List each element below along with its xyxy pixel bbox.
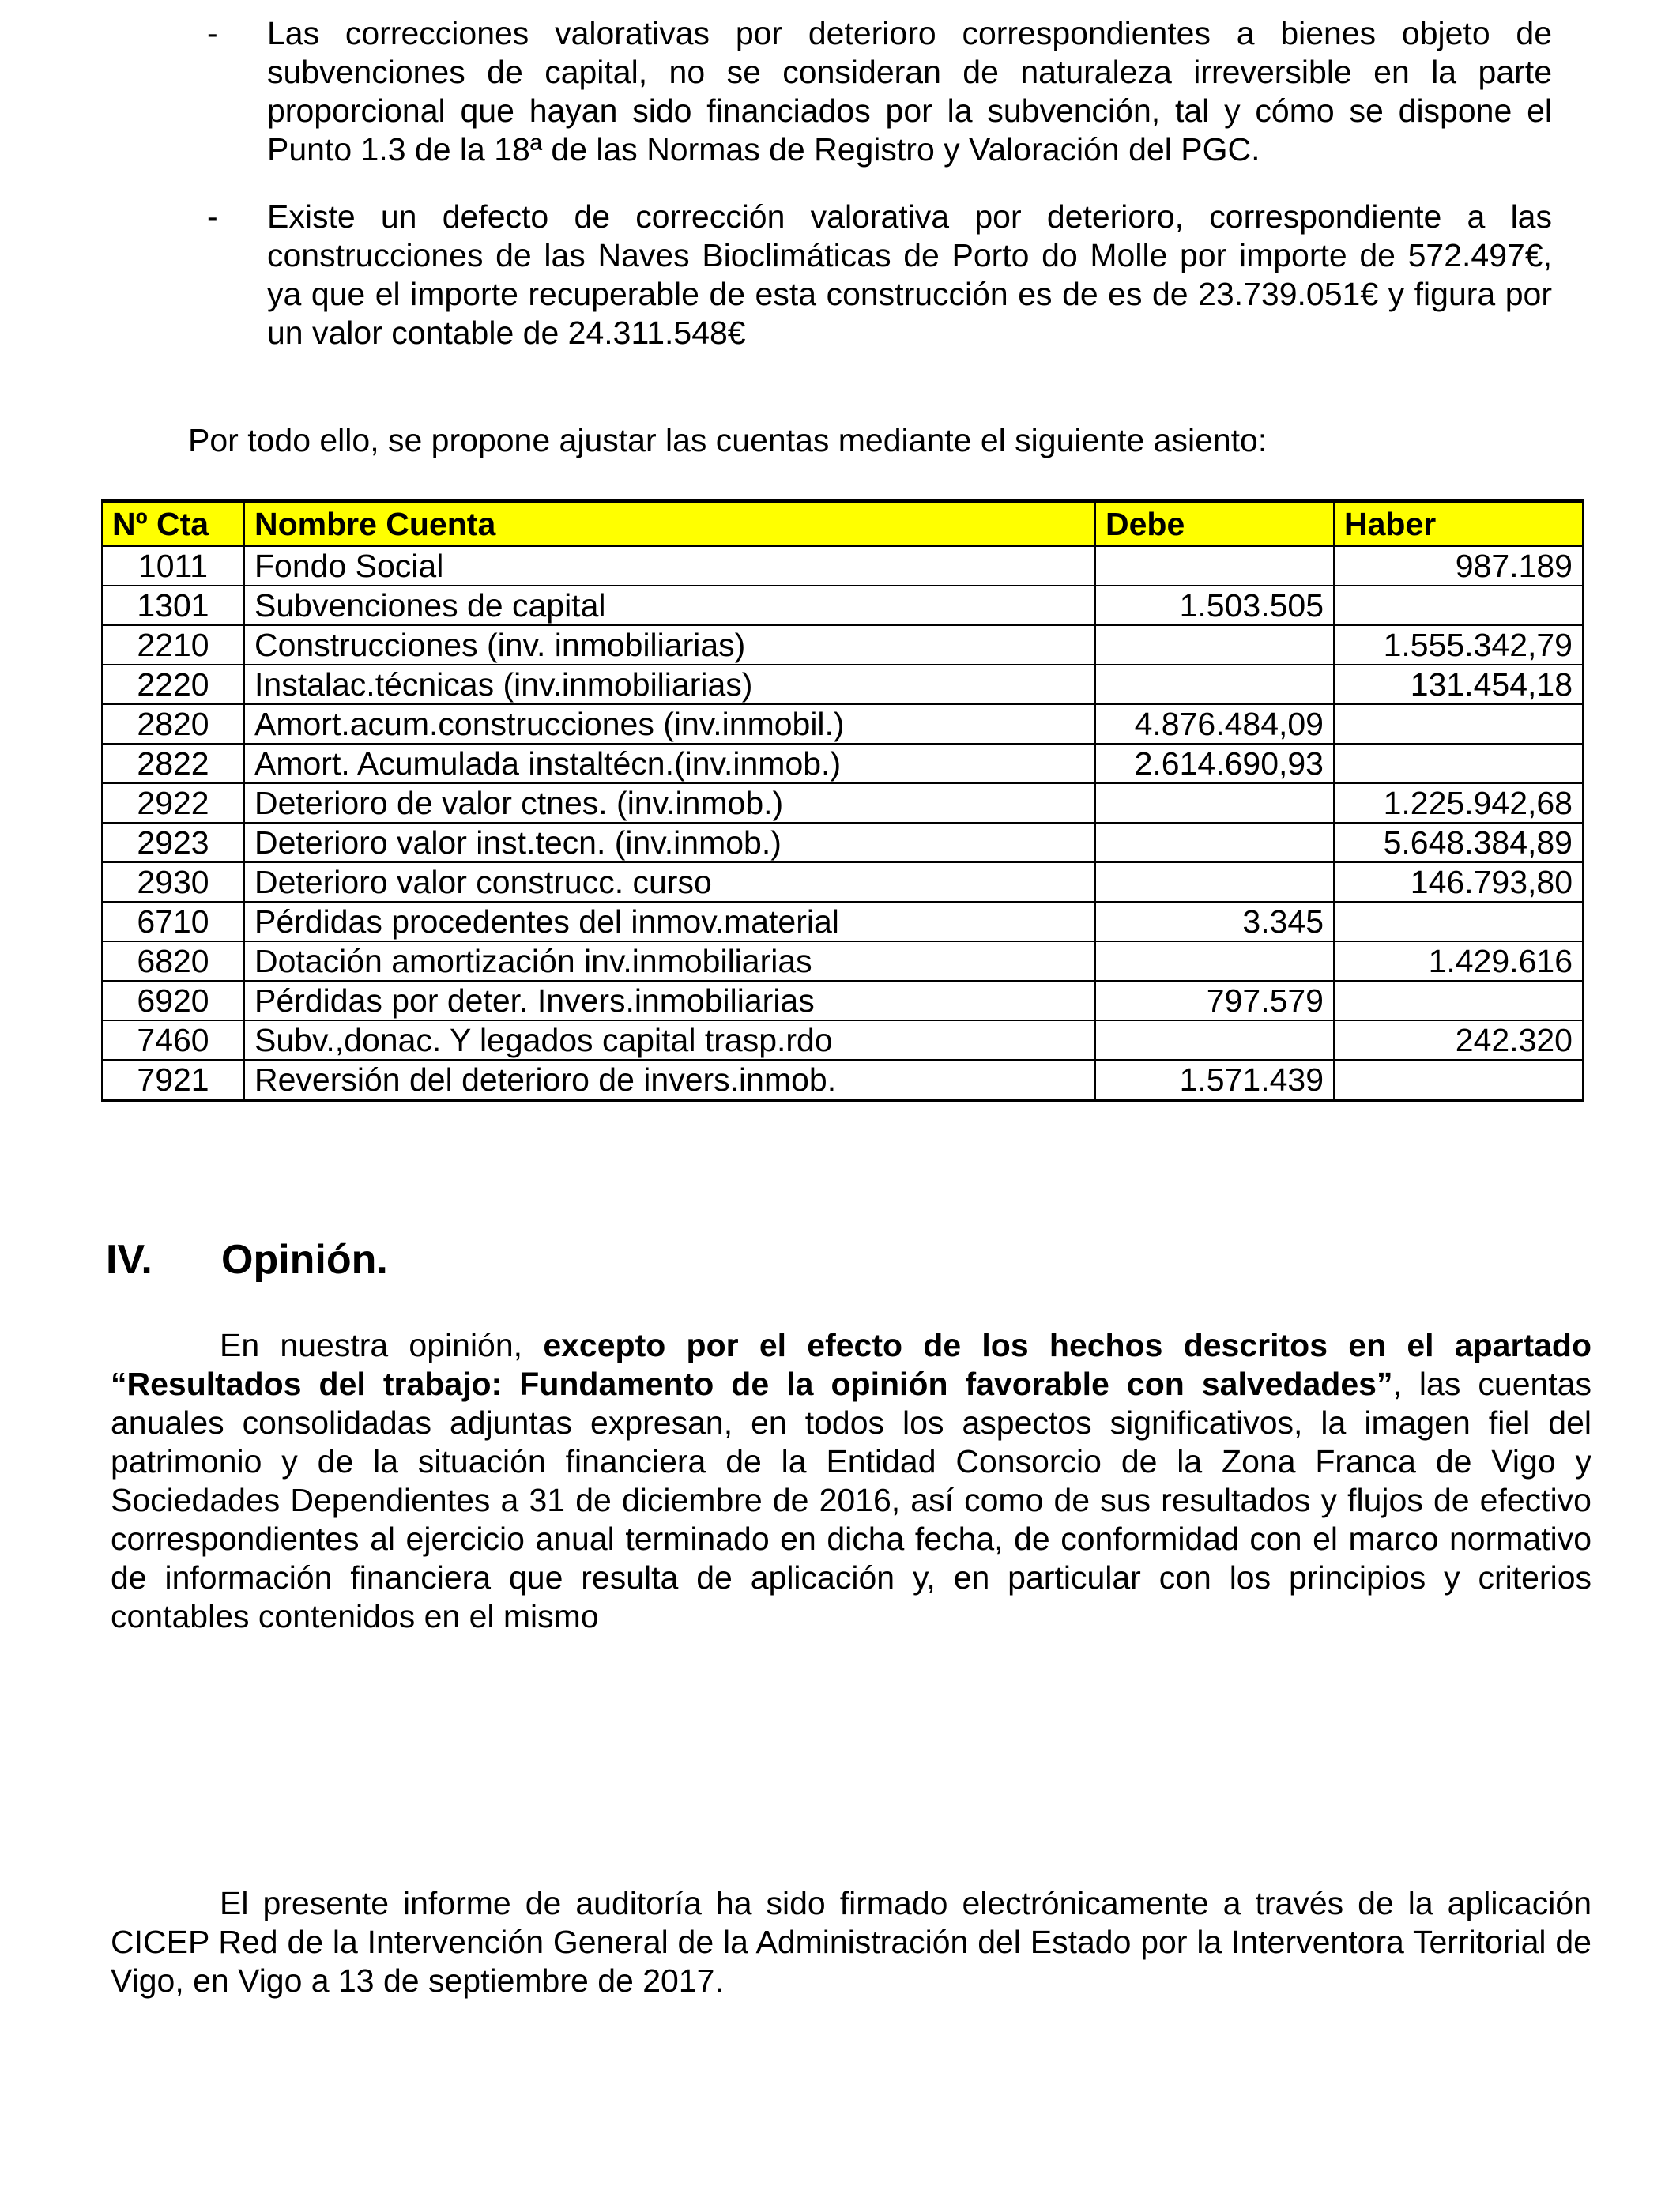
account-name-cell: Pérdidas procedentes del inmov.material [244,902,1095,941]
account-name-cell: Deterioro valor inst.tecn. (inv.inmob.) [244,823,1095,862]
header-credit: Haber [1334,501,1583,546]
table-header-row [102,501,1583,546]
adjustment-entry-table [101,499,1584,1102]
account-name-cell: Pérdidas por deter. Invers.inmobiliarias [244,981,1095,1020]
account-name-cell: Fondo Social [244,546,1095,586]
account-name-cell: Instalac.técnicas (inv.inmobiliarias) [244,665,1095,704]
table-row [102,981,1583,1020]
debit-cell: 1.571.439 [1095,1060,1334,1100]
account-name-cell: Dotación amortización inv.inmobiliarias [244,941,1095,981]
account-number-cell: 2210 [102,625,244,665]
debit-cell [1095,862,1334,902]
credit-cell [1334,744,1583,783]
table-row [102,783,1583,823]
account-name-cell: Deterioro de valor ctnes. (inv.inmob.) [244,783,1095,823]
debit-cell [1095,625,1334,665]
credit-cell [1334,981,1583,1020]
table-row [102,546,1583,586]
account-number-cell: 6920 [102,981,244,1020]
credit-cell: 131.454,18 [1334,665,1583,704]
debit-cell: 4.876.484,09 [1095,704,1334,744]
debit-cell [1095,783,1334,823]
account-name-cell: Construcciones (inv. inmobiliarias) [244,625,1095,665]
adjustment-intro: Por todo ello, se propone ajustar las cuentas mediante el siguiente asiento: [188,422,1268,458]
opinion-paragraph [111,1326,1591,1636]
account-number-cell: 1301 [102,586,244,625]
account-number-cell: 6820 [102,941,244,981]
credit-cell: 242.320 [1334,1020,1583,1060]
account-number-cell: 2220 [102,665,244,704]
header-account-name: Nombre Cuenta [244,501,1095,546]
account-name-cell: Amort. Acumulada instaltécn.(inv.inmob.) [244,744,1095,783]
account-name-cell: Subv.,donac. Y legados capital trasp.rdo [244,1020,1095,1060]
account-number-cell: 2820 [102,704,244,744]
table-row [102,862,1583,902]
table-row [102,744,1583,783]
credit-cell [1334,586,1583,625]
credit-cell: 5.648.384,89 [1334,823,1583,862]
credit-cell: 146.793,80 [1334,862,1583,902]
opinion-rest: , las cuentas anuales consolidadas adjuntas expresan, en todos los aspectos significativos, la imagen fiel del patrimonio y de la situación financiera de la Entidad Consorcio de la Zona Franca de Vigo y Sociedades Dependientes a 31 de diciembre de 2016, así como de sus resultados y flujos de efectivo correspondientes al ejercicio anual terminado en dicha fecha, de conformidad con el marco normativo de información financiera que resulta de aplicación y, en particular con los principios y criterios contables contenidos en el mismo [111,1366,1591,1634]
table-row [102,941,1583,981]
table-row [102,1060,1583,1100]
account-number-cell: 1011 [102,546,244,586]
credit-cell: 1.429.616 [1334,941,1583,981]
account-name-cell: Deterioro valor construcc. curso [244,862,1095,902]
list-item [207,198,1552,352]
opinion-emphasis: excepto por el efecto de los hechos descritos en el apartado “Resultados del trabajo: Fundamento de la opinión favorable con salvedades” [111,1327,1591,1402]
debit-cell: 2.614.690,93 [1095,744,1334,783]
debit-cell [1095,546,1334,586]
table-row [102,586,1583,625]
closing-paragraph: El presente informe de auditoría ha sido firmado electrónicamente a través de la aplicación CICEP Red de la Intervención General de la Administración del Estado por la Interventora Territorial de Vigo, en Vigo a 13 de septiembre de 2017. [111,1885,1591,1999]
table-row [102,665,1583,704]
header-account-number: Nº Cta [102,501,244,546]
account-number-cell: 7921 [102,1060,244,1100]
account-number-cell: 7460 [102,1020,244,1060]
credit-cell [1334,902,1583,941]
debit-cell [1095,1020,1334,1060]
credit-cell: 1.555.342,79 [1334,625,1583,665]
account-name-cell: Subvenciones de capital [244,586,1095,625]
account-number-cell: 2822 [102,744,244,783]
debit-cell [1095,665,1334,704]
account-name-cell: Amort.acum.construcciones (inv.inmobil.) [244,704,1095,744]
table-row [102,823,1583,862]
bullet-dash: - [207,15,218,51]
credit-cell: 987.189 [1334,546,1583,586]
section-number: IV. [106,1237,153,1283]
account-name-cell: Reversión del deterioro de invers.inmob. [244,1060,1095,1100]
table-row [102,902,1583,941]
section-title: Opinión. [221,1237,388,1283]
debit-cell [1095,823,1334,862]
debit-cell: 1.503.505 [1095,586,1334,625]
opinion-lead: En nuestra opinión, [220,1327,544,1363]
table-row [102,704,1583,744]
debit-cell [1095,941,1334,981]
table-body [102,546,1583,1100]
credit-cell [1334,1060,1583,1100]
bullet-text: Existe un defecto de corrección valorativa por deterioro, correspondiente a las construcciones de las Naves Bioclimáticas de Porto do Molle por importe de 572.497€, ya que el importe recuperable de esta construcción es de es de 23.739.051€ y figura por un valor contable de 24.311.548€ [267,198,1552,351]
account-number-cell: 2923 [102,823,244,862]
bullet-text: Las correcciones valorativas por deterioro correspondientes a bienes objeto de subvenciones de capital, no se consideran de naturaleza irreversible en la parte proporcional que hayan sido financiados por la subvención, tal y cómo se dispone el Punto 1.3 de la 18ª de las Normas de Registro y Valoración del PGC. [267,15,1552,168]
credit-cell [1334,704,1583,744]
table-row [102,625,1583,665]
credit-cell: 1.225.942,68 [1334,783,1583,823]
account-number-cell: 6710 [102,902,244,941]
bullet-dash: - [207,198,218,235]
account-number-cell: 2922 [102,783,244,823]
list-item [207,14,1552,169]
findings-list [207,14,1552,381]
header-debit: Debe [1095,501,1334,546]
account-number-cell: 2930 [102,862,244,902]
debit-cell: 797.579 [1095,981,1334,1020]
table-row [102,1020,1583,1060]
debit-cell: 3.345 [1095,902,1334,941]
section-heading [106,1236,388,1284]
